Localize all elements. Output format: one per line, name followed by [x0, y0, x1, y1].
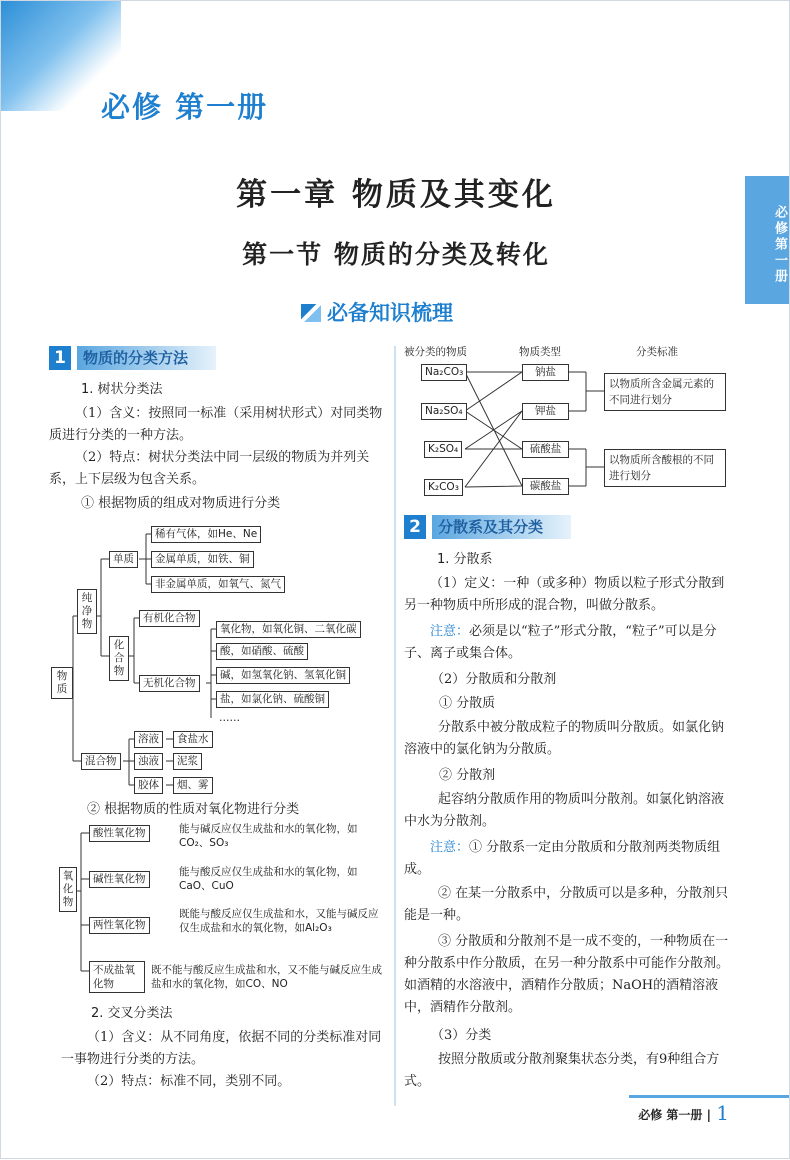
note-2a: 注意：① 分散系一定由分散质和分散剂两类物质组成。: [404, 840, 721, 877]
node-compound: 化合物: [109, 636, 129, 681]
section-title: 第一节 物质的分类及转化: [242, 240, 550, 269]
node-matter: 物质: [51, 667, 73, 699]
para-dispersant: 起容纳分散质作用的物质叫分散剂。如氯化钠溶液中水为分散剂。: [404, 792, 725, 829]
node-amph-oxide: 两性氧化物: [89, 917, 150, 934]
desc-acid-oxide: 能与碱反应仅生成盐和水的氧化物，如CO₂、SO₃: [179, 823, 358, 849]
node-m2: 浊液: [134, 753, 163, 770]
std-acid: 以物质所含酸根的不同进行划分: [604, 449, 726, 487]
desc-base-oxide: 能与酸反应仅生成盐和水的氧化物，如CaO、CuO: [179, 866, 358, 892]
node-i1: 氧化物，如氧化铜、二氧化碳: [216, 621, 361, 638]
knowledge-heading: 必备知识梳理: [301, 297, 453, 327]
node-i5: ……: [219, 712, 240, 724]
caption-dispersed: ① 分散质: [439, 696, 496, 711]
subheading-dispersion: 1. 分散系: [437, 552, 493, 567]
node-inorganic: 无机化合物: [139, 675, 200, 692]
caption-composition: ① 根据物质的组成对物质进行分类: [81, 496, 281, 511]
node-s2: 金属单质，如铁、铜: [151, 551, 254, 568]
node-acid-oxide: 酸性氧化物: [89, 825, 150, 842]
footer-label: 必修 第一册 |: [638, 1108, 711, 1122]
para-cross-feature: （2）特点：标准不同，类别不同。: [87, 1074, 291, 1089]
type-potassium: 钾盐: [522, 403, 569, 420]
node-s1: 稀有气体，如He、Ne: [151, 526, 261, 543]
para-disp-def: （1）定义：一种（或多种）物质以粒子形式分散到另一种物质中所形成的混合物，叫做分散系。: [404, 576, 725, 613]
side-tab: 必修第一册: [745, 176, 789, 304]
node-base-oxide: 碱性氧化物: [89, 871, 150, 888]
node-m2e: 泥浆: [173, 753, 202, 770]
cross-h1: 被分类的物质: [404, 346, 467, 358]
heading-2: 2 分散系及其分类: [404, 515, 571, 539]
page-number: 1: [716, 1101, 729, 1125]
std-metal: 以物质所含金属元素的不同进行划分: [604, 373, 726, 411]
node-m3e: 烟、雾: [173, 777, 213, 794]
cross-h3: 分类标准: [636, 346, 678, 358]
chapter-title: 第一章 物质及其变化: [236, 177, 556, 213]
para-classify-detail: 按照分散质或分散剂聚集状态分类，有9种组合方式。: [404, 1052, 720, 1089]
type-sodium: 钠盐: [522, 364, 569, 381]
footer-bar: [629, 1095, 789, 1098]
node-i3: 碱，如氢氧化钠、氢氧化铜: [216, 667, 350, 684]
node-m3: 胶体: [134, 777, 163, 794]
para-disp-parts: （2）分散质和分散剂: [431, 672, 557, 687]
note-1: 注意：必须是以“粒子”形式分散，“粒子”可以是分子、离子或集合体。: [404, 624, 717, 661]
para-def: （1）含义：按照同一标准（采用树状形式）对同类物质进行分类的一种方法。: [49, 406, 383, 443]
node-single: 单质: [109, 551, 138, 568]
desc-nonsalt-oxide: 既不能与酸反应生成盐和水，又不能与碱反应生成盐和水的氧化物，如CO、NO: [151, 964, 382, 990]
node-mixture: 混合物: [81, 753, 121, 770]
node-nonsalt-oxide: 不成盐氧化物: [89, 961, 145, 993]
note-2c: ③ 分散质和分散剂不是一成不变的，一种物质在一种分散系中作分散质，在另一种分散系中可能作分散剂。如酒精的水溶液中，酒精作分散质；NaOH的酒精溶液中，酒精作分散剂。: [404, 934, 730, 1015]
para-feature: （2）特点：树状分类法中同一层级的物质为并列关系，上下层级为包含关系。: [49, 450, 370, 487]
caption-oxide: ② 根据物质的性质对氧化物进行分类: [87, 802, 300, 817]
cross-h2: 物质类型: [519, 346, 561, 358]
heading-1: 1 物质的分类方法: [49, 346, 216, 370]
volume-title: 必修 第一册: [101, 90, 269, 124]
node-oxide: 氧化物: [59, 867, 77, 912]
caption-dispersant: ② 分散剂: [439, 768, 496, 783]
item-k2co3: K₂CO₃: [424, 479, 463, 496]
subheading-cross: 2. 交叉分类法: [91, 1006, 173, 1021]
subheading-tree: 1. 树状分类法: [81, 382, 163, 397]
desc-amph-oxide: 既能与酸反应仅生成盐和水，又能与碱反应仅生成盐和水的氧化物，如Al₂O₃: [179, 908, 379, 934]
item-na2so4: Na₂SO₄: [421, 403, 467, 420]
note-2b: ② 在某一分散系中，分散质可以是多种，分散剂只能是一种。: [404, 886, 729, 923]
node-s3: 非金属单质，如氧气、氮气: [151, 576, 285, 593]
node-i2: 酸，如硝酸、硫酸: [216, 643, 308, 660]
node-i4: 盐，如氯化钠、硫酸铜: [216, 691, 329, 708]
type-carbonate: 碳酸盐: [522, 478, 569, 495]
type-sulfate: 硫酸盐: [522, 441, 569, 458]
node-organic: 有机化合物: [139, 610, 200, 627]
node-pure: 纯净物: [77, 589, 97, 634]
para-cross-def: （1）含义：从不同角度，依据不同的分类标准对同一事物进行分类的方法。: [61, 1030, 382, 1067]
item-k2so4: K₂SO₄: [424, 441, 462, 458]
para-dispersed: 分散系中被分散成粒子的物质叫分散质。如氯化钠溶液中的氯化钠为分散质。: [404, 720, 725, 757]
para-classify: （3）分类: [431, 1028, 492, 1043]
node-m1: 溶液: [134, 731, 163, 748]
item-na2co3: Na₂CO₃: [421, 364, 467, 381]
node-m1e: 食盐水: [173, 731, 213, 748]
